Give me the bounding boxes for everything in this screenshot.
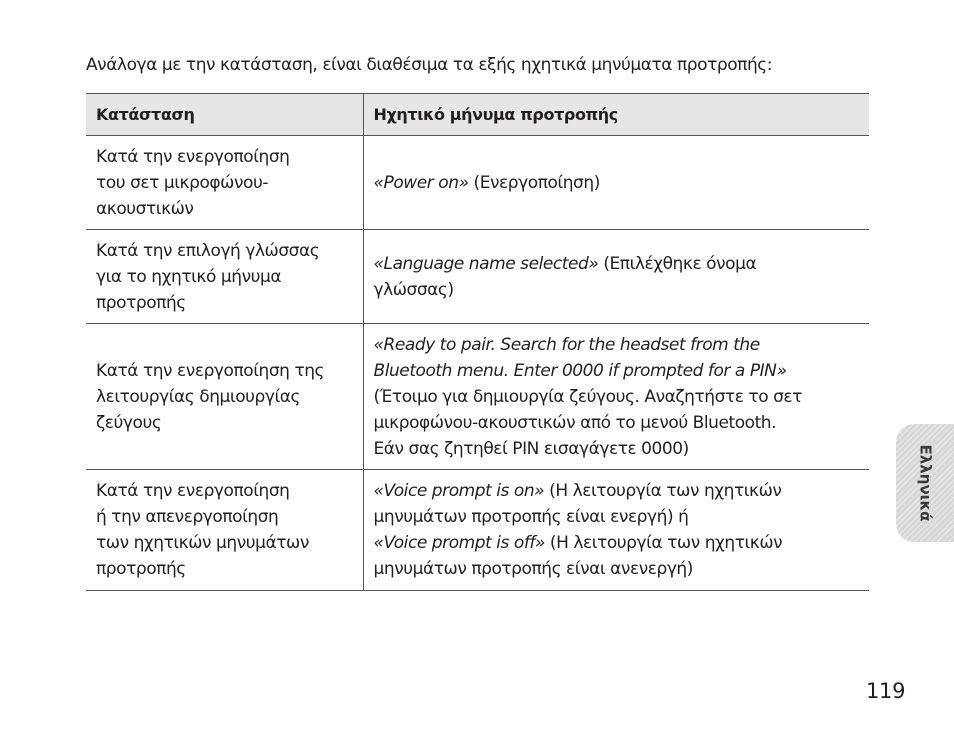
prompt-translation-text: μηνυμάτων προτροπής είναι ενεργή) ή <box>373 507 689 527</box>
state-line: Κατά την ενεργοποίηση <box>96 146 290 167</box>
prompt-translation-text: (Επιλέχθηκε όνομα <box>598 253 757 274</box>
prompt-line <box>374 504 860 530</box>
prompt-line <box>374 170 860 196</box>
language-side-tab <box>896 424 954 542</box>
intro-text: Ανάλογα με την κατάσταση, είναι διαθέσιμα τα εξής ηχητικά μηνύματα προτροπής: <box>86 55 773 75</box>
state-line: ή την απενεργοποίηση <box>96 507 279 527</box>
prompt-english-text: «Voice prompt is off» <box>373 533 545 553</box>
state-line: λειτουργίας δημιουργίας <box>96 386 301 407</box>
state-line: προτροπής <box>96 292 186 313</box>
prompt-english-text: «Language name selected» <box>373 253 599 274</box>
voice-prompts-table <box>86 93 869 591</box>
state-cell <box>86 324 363 470</box>
state-line: ζεύγους <box>96 412 162 433</box>
prompt-cell <box>363 470 869 591</box>
prompt-english-text: «Ready to pair. Search for the headset from the <box>373 334 760 355</box>
prompt-line <box>374 332 860 358</box>
column-header-state: Κατάσταση <box>86 94 363 136</box>
state-line: Κατά την ενεργοποίηση της <box>96 360 325 381</box>
prompt-translation-text: (Έτοιμο για δημιουργία ζεύγους. Αναζητήστε το σετ <box>373 386 802 407</box>
prompt-line <box>374 410 860 436</box>
state-line: του σετ μικροφώνου- <box>96 172 269 193</box>
prompt-line <box>374 277 860 303</box>
prompt-cell <box>363 324 869 470</box>
column-header-prompt: Ηχητικό μήνυμα προτροπής <box>363 94 869 136</box>
prompt-english-text: «Voice prompt is on» <box>373 481 545 501</box>
prompt-line <box>374 384 860 410</box>
prompt-english-text: Bluetooth menu. Enter 0000 if prompted for a PIN» <box>373 360 787 381</box>
prompt-cell <box>363 230 869 324</box>
prompt-line <box>374 530 860 556</box>
prompt-translation-text: μηνυμάτων προτροπής είναι ανενεργή) <box>373 559 693 579</box>
state-line: προτροπής <box>96 559 186 579</box>
table-header-row <box>86 94 869 136</box>
state-line: Κατά την ενεργοποίηση <box>96 481 290 501</box>
table-row <box>86 230 869 324</box>
state-cell <box>86 136 363 230</box>
table-row <box>86 136 869 230</box>
prompt-line <box>374 358 860 384</box>
prompt-translation-text: γλώσσας) <box>373 279 454 300</box>
state-line: για το ηχητικό μήνυμα <box>96 266 282 287</box>
prompt-translation-text: (Η λειτουργία των ηχητικών <box>544 533 783 553</box>
prompt-line <box>374 251 860 277</box>
state-cell <box>86 470 363 591</box>
prompt-line <box>374 556 860 582</box>
prompt-translation-text: μικροφώνου-ακουστικών από το μενού Bluetooth. <box>373 412 777 433</box>
table-row <box>86 324 869 470</box>
language-tab-label: Ελληνικά <box>916 444 934 522</box>
prompt-translation-text: Εάν σας ζητηθεί PIN εισαγάγετε 0000) <box>373 438 689 459</box>
prompt-english-text: «Power on» <box>373 172 469 193</box>
prompt-cell <box>363 136 869 230</box>
prompt-line <box>374 478 860 504</box>
table-row <box>86 470 869 591</box>
page-number: 119 <box>866 679 906 703</box>
prompt-translation-text: (Η λειτουργία των ηχητικών <box>544 481 782 501</box>
state-cell <box>86 230 363 324</box>
prompt-translation-text: (Ενεργοποίηση) <box>468 172 600 193</box>
state-line: των ηχητικών μηνυμάτων <box>96 533 309 553</box>
side-tab-label-wrapper <box>896 424 954 542</box>
state-line: ακουστικών <box>96 198 194 219</box>
state-line: Κατά την επιλογή γλώσσας <box>96 240 320 261</box>
prompt-line <box>374 436 860 462</box>
